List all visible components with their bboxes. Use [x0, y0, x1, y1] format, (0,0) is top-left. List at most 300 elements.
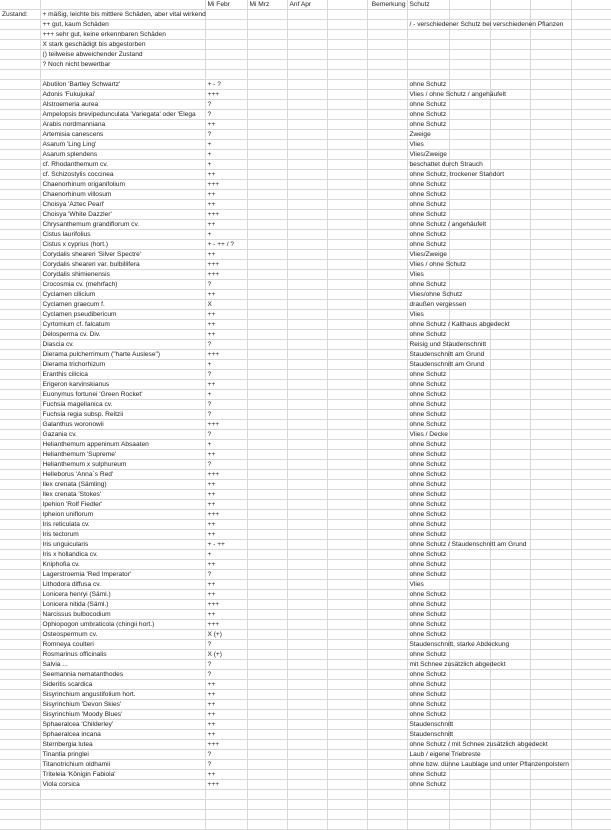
cell[interactable] — [449, 630, 490, 640]
cell[interactable] — [205, 800, 247, 810]
cell[interactable] — [490, 770, 530, 780]
schutz-cell[interactable]: ohne Schutz — [407, 620, 449, 630]
plant-name-cell[interactable]: Erigeron karvinskianus — [40, 380, 205, 390]
cell[interactable] — [0, 500, 40, 510]
cell[interactable] — [367, 140, 407, 150]
schutz-cell[interactable]: mit Schnee zusätzlich abgedeckt — [407, 660, 449, 670]
cell[interactable] — [0, 550, 40, 560]
schutz-cell[interactable]: ohne Schutz — [407, 700, 449, 710]
cell[interactable] — [571, 150, 611, 160]
schutz-cell[interactable]: ohne Schutz — [407, 450, 449, 460]
cell[interactable] — [490, 390, 530, 400]
cell[interactable] — [490, 510, 530, 520]
cell[interactable] — [530, 140, 571, 150]
mi-febr-cell[interactable]: ++ — [205, 680, 247, 690]
cell[interactable] — [367, 340, 407, 350]
cell[interactable] — [530, 90, 571, 100]
cell[interactable] — [490, 50, 530, 60]
cell[interactable] — [490, 240, 530, 250]
plant-name-cell[interactable]: Tinantia pringlei — [40, 750, 205, 760]
cell[interactable] — [367, 730, 407, 740]
schutz-cell[interactable]: ohne Schutz — [407, 280, 449, 290]
mi-febr-cell[interactable]: +++ — [205, 780, 247, 790]
cell[interactable] — [449, 0, 490, 10]
cell[interactable] — [530, 200, 571, 210]
cell[interactable] — [367, 720, 407, 730]
cell[interactable] — [490, 410, 530, 420]
cell[interactable] — [571, 560, 611, 570]
schutz-cell[interactable]: ohne Schutz — [407, 630, 449, 640]
cell[interactable] — [247, 750, 287, 760]
cell[interactable] — [287, 130, 327, 140]
cell[interactable] — [247, 190, 287, 200]
cell[interactable] — [327, 130, 367, 140]
cell[interactable] — [0, 310, 40, 320]
schutz-cell[interactable]: Vlies / Decke — [407, 430, 449, 440]
cell[interactable] — [490, 630, 530, 640]
cell[interactable] — [367, 430, 407, 440]
cell[interactable] — [287, 510, 327, 520]
cell[interactable] — [530, 120, 571, 130]
cell[interactable] — [287, 280, 327, 290]
cell[interactable] — [490, 260, 530, 270]
mi-febr-cell[interactable]: ++ — [205, 530, 247, 540]
cell[interactable] — [530, 560, 571, 570]
cell[interactable] — [490, 30, 530, 40]
cell[interactable] — [287, 780, 327, 790]
cell[interactable] — [530, 270, 571, 280]
plant-name-cell[interactable]: Ipheion uniflorum — [40, 510, 205, 520]
cell[interactable] — [449, 520, 490, 530]
schutz-cell[interactable]: ohne Schutz — [407, 180, 449, 190]
cell[interactable] — [287, 720, 327, 730]
cell[interactable] — [247, 30, 287, 40]
cell[interactable] — [0, 790, 40, 800]
cell[interactable] — [327, 600, 367, 610]
cell[interactable] — [247, 680, 287, 690]
cell[interactable] — [367, 820, 407, 830]
cell[interactable] — [327, 810, 367, 820]
cell[interactable] — [327, 710, 367, 720]
cell[interactable] — [0, 590, 40, 600]
cell[interactable] — [490, 340, 530, 350]
cell[interactable] — [490, 790, 530, 800]
cell[interactable] — [367, 390, 407, 400]
cell[interactable] — [490, 450, 530, 460]
cell[interactable] — [367, 420, 407, 430]
cell[interactable] — [490, 460, 530, 470]
cell[interactable] — [327, 670, 367, 680]
cell[interactable] — [247, 450, 287, 460]
schutz-cell[interactable]: ohne Schutz — [407, 330, 449, 340]
cell[interactable] — [247, 420, 287, 430]
cell[interactable] — [530, 700, 571, 710]
cell[interactable] — [490, 160, 530, 170]
schutz-cell[interactable]: ohne Schutz — [407, 520, 449, 530]
cell[interactable] — [247, 820, 287, 830]
cell[interactable] — [40, 800, 205, 810]
cell[interactable] — [287, 820, 327, 830]
plant-name-cell[interactable]: Ophiopogon umbraticola (chingii hort.) — [40, 620, 205, 630]
cell[interactable] — [490, 190, 530, 200]
cell[interactable] — [327, 700, 367, 710]
cell[interactable] — [0, 520, 40, 530]
cell[interactable] — [449, 560, 490, 570]
cell[interactable] — [490, 430, 530, 440]
schutz-cell[interactable]: ohne Schutz / Staudenschnitt am Grund — [407, 540, 449, 550]
cell[interactable] — [247, 810, 287, 820]
cell[interactable] — [0, 370, 40, 380]
schutz-cell[interactable]: ohne Schutz — [407, 510, 449, 520]
cell[interactable] — [530, 100, 571, 110]
cell[interactable] — [367, 700, 407, 710]
cell[interactable] — [530, 40, 571, 50]
mi-febr-cell[interactable]: +++ — [205, 600, 247, 610]
cell[interactable] — [490, 550, 530, 560]
cell[interactable] — [327, 220, 367, 230]
cell[interactable] — [490, 700, 530, 710]
schutz-cell[interactable]: ohne Schutz / mit Schnee zusätzlich abgedeckt — [407, 740, 449, 750]
cell[interactable] — [287, 480, 327, 490]
cell[interactable] — [205, 20, 247, 30]
cell[interactable] — [530, 110, 571, 120]
cell[interactable] — [490, 520, 530, 530]
cell[interactable] — [247, 620, 287, 630]
mi-febr-cell[interactable]: + — [205, 140, 247, 150]
cell[interactable] — [247, 230, 287, 240]
cell[interactable] — [571, 650, 611, 660]
cell[interactable] — [247, 550, 287, 560]
cell[interactable] — [449, 680, 490, 690]
schutz-cell[interactable]: Reisig und Staudenschnitt — [407, 340, 449, 350]
mi-febr-cell[interactable]: ? — [205, 130, 247, 140]
cell[interactable] — [449, 500, 490, 510]
cell[interactable] — [449, 460, 490, 470]
cell[interactable] — [0, 70, 40, 80]
cell[interactable] — [490, 0, 530, 10]
cell[interactable] — [0, 570, 40, 580]
mi-febr-cell[interactable]: ? — [205, 280, 247, 290]
cell[interactable] — [449, 420, 490, 430]
cell[interactable] — [530, 600, 571, 610]
cell[interactable] — [449, 780, 490, 790]
cell[interactable] — [0, 770, 40, 780]
cell[interactable] — [530, 230, 571, 240]
cell[interactable] — [0, 780, 40, 790]
cell[interactable] — [0, 380, 40, 390]
cell[interactable] — [327, 620, 367, 630]
cell[interactable] — [490, 810, 530, 820]
schutz-cell[interactable]: ohne Schutz — [407, 530, 449, 540]
cell[interactable] — [530, 50, 571, 60]
cell[interactable] — [490, 690, 530, 700]
mi-febr-cell[interactable]: ? — [205, 100, 247, 110]
cell[interactable] — [327, 430, 367, 440]
cell[interactable] — [490, 530, 530, 540]
cell[interactable] — [571, 630, 611, 640]
plant-name-cell[interactable]: Rosmarinus officinalis — [40, 650, 205, 660]
cell[interactable] — [367, 50, 407, 60]
cell[interactable] — [287, 460, 327, 470]
cell[interactable] — [247, 530, 287, 540]
cell[interactable] — [367, 450, 407, 460]
mi-febr-cell[interactable]: ++ — [205, 380, 247, 390]
plant-name-cell[interactable]: Asarum splendens — [40, 150, 205, 160]
cell[interactable] — [490, 720, 530, 730]
cell[interactable] — [367, 550, 407, 560]
cell[interactable] — [449, 250, 490, 260]
mi-febr-cell[interactable]: +++ — [205, 510, 247, 520]
cell[interactable] — [530, 520, 571, 530]
cell[interactable] — [247, 50, 287, 60]
cell[interactable] — [449, 130, 490, 140]
cell[interactable] — [571, 10, 611, 20]
cell[interactable] — [530, 300, 571, 310]
cell[interactable] — [367, 500, 407, 510]
cell[interactable] — [407, 820, 449, 830]
cell[interactable] — [530, 530, 571, 540]
cell[interactable] — [0, 290, 40, 300]
cell[interactable] — [0, 600, 40, 610]
cell[interactable] — [247, 370, 287, 380]
cell[interactable] — [247, 610, 287, 620]
cell[interactable] — [367, 520, 407, 530]
cell[interactable] — [367, 210, 407, 220]
mi-febr-cell[interactable]: ++ — [205, 560, 247, 570]
schutz-cell[interactable]: Vlies — [407, 580, 449, 590]
cell[interactable] — [571, 530, 611, 540]
schutz-cell[interactable]: ohne Schutz / angehäufelt — [407, 220, 449, 230]
cell[interactable] — [571, 120, 611, 130]
cell[interactable] — [571, 270, 611, 280]
cell[interactable] — [327, 370, 367, 380]
cell[interactable] — [571, 670, 611, 680]
cell[interactable] — [407, 790, 449, 800]
cell[interactable] — [287, 380, 327, 390]
cell[interactable] — [367, 760, 407, 770]
cell[interactable] — [287, 800, 327, 810]
cell[interactable] — [571, 330, 611, 340]
cell[interactable] — [287, 180, 327, 190]
cell[interactable] — [490, 110, 530, 120]
cell[interactable] — [0, 160, 40, 170]
cell[interactable] — [571, 440, 611, 450]
cell[interactable] — [449, 140, 490, 150]
cell[interactable] — [571, 350, 611, 360]
cell[interactable] — [367, 310, 407, 320]
cell[interactable] — [287, 680, 327, 690]
cell[interactable] — [571, 290, 611, 300]
cell[interactable] — [367, 640, 407, 650]
plant-name-cell[interactable]: Ilex crenata (Sämling) — [40, 480, 205, 490]
cell[interactable] — [367, 490, 407, 500]
cell[interactable] — [247, 120, 287, 130]
cell[interactable] — [490, 10, 530, 20]
cell[interactable] — [247, 480, 287, 490]
cell[interactable] — [449, 650, 490, 660]
cell[interactable] — [367, 530, 407, 540]
cell[interactable] — [247, 110, 287, 120]
schutz-cell[interactable]: ohne Schutz / Kalthaus abgedeckt — [407, 320, 449, 330]
schutz-cell[interactable]: ohne Schutz — [407, 460, 449, 470]
cell[interactable] — [0, 280, 40, 290]
cell[interactable] — [530, 450, 571, 460]
cell[interactable] — [0, 810, 40, 820]
cell[interactable] — [490, 480, 530, 490]
cell[interactable] — [367, 690, 407, 700]
cell[interactable] — [327, 770, 367, 780]
cell[interactable] — [449, 80, 490, 90]
cell[interactable] — [449, 790, 490, 800]
cell[interactable] — [490, 220, 530, 230]
cell[interactable] — [247, 660, 287, 670]
plant-name-cell[interactable]: Dierama pulcherrimum ("harte Auslese") — [40, 350, 205, 360]
plant-name-cell[interactable]: Euonymus fortunei 'Green Rocket' — [40, 390, 205, 400]
cell[interactable] — [287, 420, 327, 430]
cell[interactable] — [407, 30, 449, 40]
cell[interactable] — [0, 470, 40, 480]
cell[interactable] — [287, 70, 327, 80]
schutz-cell[interactable]: ohne Schutz — [407, 240, 449, 250]
cell[interactable] — [449, 720, 490, 730]
cell[interactable] — [449, 800, 490, 810]
plant-name-cell[interactable]: Sisyrinchium 'Moody Blues' — [40, 710, 205, 720]
cell[interactable] — [287, 350, 327, 360]
mi-febr-cell[interactable]: +++ — [205, 270, 247, 280]
cell[interactable] — [571, 450, 611, 460]
cell[interactable] — [367, 180, 407, 190]
cell[interactable] — [530, 220, 571, 230]
legend-line[interactable]: +++ sehr gut, keine erkennbaren Schäden — [40, 30, 205, 40]
schutz-cell[interactable]: ohne Schutz, trockener Standort — [407, 170, 449, 180]
mi-febr-cell[interactable]: ? — [205, 400, 247, 410]
header-schutz[interactable]: Schutz — [407, 0, 449, 10]
cell[interactable] — [327, 820, 367, 830]
cell[interactable] — [571, 770, 611, 780]
cell[interactable] — [367, 130, 407, 140]
cell[interactable] — [407, 10, 449, 20]
mi-febr-cell[interactable]: X — [205, 300, 247, 310]
cell[interactable] — [327, 90, 367, 100]
plant-name-cell[interactable]: Chaenorhinum villosum — [40, 190, 205, 200]
cell[interactable] — [327, 760, 367, 770]
cell[interactable] — [449, 380, 490, 390]
cell[interactable] — [530, 390, 571, 400]
cell[interactable] — [327, 20, 367, 30]
cell[interactable] — [530, 610, 571, 620]
cell[interactable] — [530, 710, 571, 720]
cell[interactable] — [571, 100, 611, 110]
cell[interactable] — [327, 560, 367, 570]
cell[interactable] — [205, 50, 247, 60]
schutz-cell[interactable]: Staudenschnitt am Grund — [407, 350, 449, 360]
cell[interactable] — [571, 60, 611, 70]
cell[interactable] — [367, 370, 407, 380]
cell[interactable] — [0, 400, 40, 410]
mi-febr-cell[interactable]: ++ — [205, 170, 247, 180]
cell[interactable] — [367, 790, 407, 800]
legend-line[interactable]: ++ gut, kaum Schäden — [40, 20, 205, 30]
cell[interactable] — [490, 230, 530, 240]
cell[interactable] — [530, 210, 571, 220]
cell[interactable] — [490, 730, 530, 740]
cell[interactable] — [327, 40, 367, 50]
plant-name-cell[interactable]: Helianthemum x sulphureum — [40, 460, 205, 470]
cell[interactable] — [571, 370, 611, 380]
cell[interactable] — [530, 770, 571, 780]
cell[interactable] — [367, 190, 407, 200]
cell[interactable] — [327, 110, 367, 120]
cell[interactable] — [490, 100, 530, 110]
cell[interactable] — [327, 530, 367, 540]
cell[interactable] — [367, 630, 407, 640]
cell[interactable] — [449, 470, 490, 480]
cell[interactable] — [287, 210, 327, 220]
cell[interactable] — [327, 690, 367, 700]
cell[interactable] — [490, 570, 530, 580]
cell[interactable] — [490, 70, 530, 80]
cell[interactable] — [327, 420, 367, 430]
cell[interactable] — [407, 810, 449, 820]
cell[interactable] — [449, 210, 490, 220]
schutz-cell[interactable]: ohne Schutz — [407, 690, 449, 700]
cell[interactable] — [367, 650, 407, 660]
header-mi-mrz[interactable]: Mi Mrz — [247, 0, 287, 10]
cell[interactable] — [367, 270, 407, 280]
cell[interactable] — [287, 360, 327, 370]
cell[interactable] — [287, 550, 327, 560]
cell[interactable] — [571, 400, 611, 410]
cell[interactable] — [287, 170, 327, 180]
cell[interactable] — [530, 260, 571, 270]
cell[interactable] — [571, 620, 611, 630]
cell[interactable] — [0, 80, 40, 90]
cell[interactable] — [490, 310, 530, 320]
cell[interactable] — [287, 200, 327, 210]
cell[interactable] — [571, 570, 611, 580]
cell[interactable] — [367, 150, 407, 160]
cell[interactable] — [571, 790, 611, 800]
plant-name-cell[interactable]: Choisya 'White Dazzler' — [40, 210, 205, 220]
cell[interactable] — [571, 250, 611, 260]
cell[interactable] — [247, 470, 287, 480]
mi-febr-cell[interactable]: ++ — [205, 490, 247, 500]
schutz-cell[interactable]: Vlies/Zweige — [407, 150, 449, 160]
plant-name-cell[interactable]: Helianthemum appeninum Absaaten — [40, 440, 205, 450]
cell[interactable] — [247, 160, 287, 170]
plant-name-cell[interactable]: Cistus x cyprius (hort.) — [40, 240, 205, 250]
schutz-cell[interactable]: Vlies / ohne Schutz — [407, 260, 449, 270]
cell[interactable] — [449, 330, 490, 340]
cell[interactable] — [247, 330, 287, 340]
cell[interactable] — [449, 550, 490, 560]
cell[interactable] — [367, 600, 407, 610]
cell[interactable] — [367, 560, 407, 570]
cell[interactable] — [490, 130, 530, 140]
cell[interactable] — [327, 740, 367, 750]
cell[interactable] — [0, 340, 40, 350]
cell[interactable] — [0, 540, 40, 550]
plant-name-cell[interactable]: Corydalis shimienensis — [40, 270, 205, 280]
cell[interactable] — [449, 280, 490, 290]
cell[interactable] — [367, 320, 407, 330]
cell[interactable] — [327, 120, 367, 130]
cell[interactable] — [287, 320, 327, 330]
cell[interactable] — [407, 800, 449, 810]
cell[interactable] — [367, 380, 407, 390]
cell[interactable] — [571, 300, 611, 310]
cell[interactable] — [490, 330, 530, 340]
